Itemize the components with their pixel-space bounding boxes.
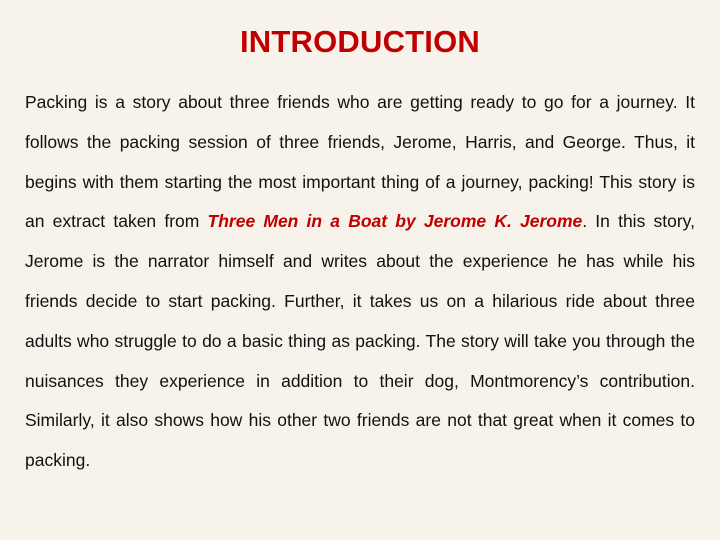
paragraph-text-part2: . In this story, Jerome is the narrator himself and writes about the experience he has while his friends decide to start packing. Further, it takes us on a hilarious ride about three adults who struggle to do a basic thing as packing. The story will take you through the nuisances they experience in addition to their dog, Montmorency’s contribution. Similarly, it also shows how his other two friends are not that great when it comes to packing.	[25, 211, 695, 471]
intro-paragraph	[25, 83, 695, 481]
paragraph-text-part1: Packing is a story about three friends who are getting ready to go for a journey. It follows the packing session of three friends, Jerome, Harris, and George. Thus, it begins with them starting the most important thing of a journey, packing! This story is an extract taken from	[25, 92, 695, 232]
slide-title: INTRODUCTION	[239, 24, 481, 59]
book-title-emphasis: Three Men in a Boat by Jerome K. Jerome	[207, 211, 583, 232]
